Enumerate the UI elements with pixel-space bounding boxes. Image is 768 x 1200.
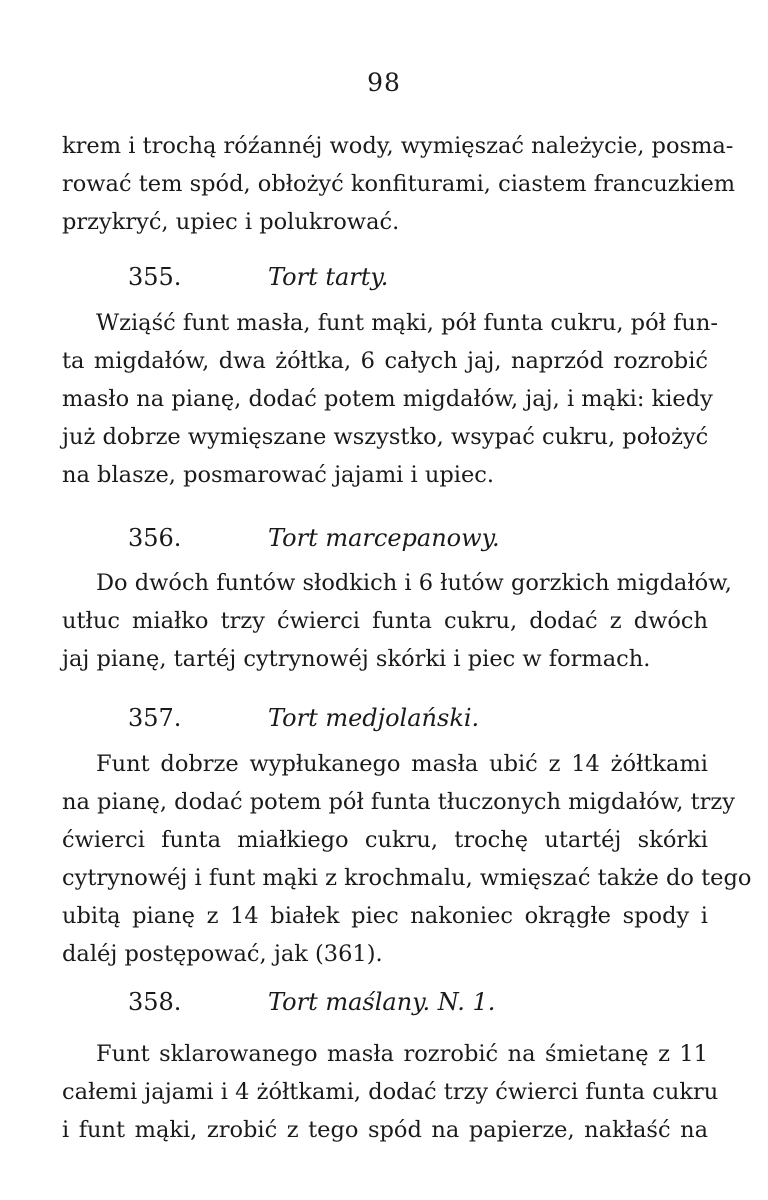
text-line: jaj pianę, tartéj cytrynowéj skórki i piec w formach. [62, 646, 651, 672]
section-title: Tort tarty. [268, 263, 389, 291]
section-number: 357. [128, 704, 182, 732]
text-line: rować tem spód, obłożyć konfiturami, ciastem francuzkiem [62, 171, 736, 197]
text-line: przykryć, upiec i polukrować. [62, 209, 400, 235]
section-number: 356. [128, 524, 182, 552]
page-number: 98 [367, 68, 401, 97]
section-heading [128, 523, 500, 553]
section-heading [128, 703, 479, 733]
section-heading [128, 262, 388, 292]
text-line: masło na pianę, dodać potem migdałów, jaj, i mąki: kiedy [62, 386, 713, 412]
section-title: Tort maślany. N. 1. [268, 988, 496, 1016]
section-title: Tort marcepanowy. [268, 524, 500, 552]
text-line: całemi jajami i 4 żółtkami, dodać trzy ćwierci funta cukru [62, 1079, 719, 1105]
text-line: na pianę, dodać potem pół funta tłuczonych migdałów, trzy [62, 789, 735, 815]
text-line: Funt sklarowanego masła rozrobić na śmietanę z 11 [96, 1041, 708, 1067]
text-line: Do dwóch funtów słodkich i 6 łutów gorzkich migdałów, [96, 570, 732, 596]
text-line: cytrynowéj i funt mąki z krochmalu, wmięszać także do tego [62, 865, 752, 891]
text-line: i funt mąki, zrobić z tego spód na papierze, nakłaść na [62, 1117, 708, 1143]
text-line: Wziąść funt masła, funt mąki, pół funta cukru, pół fun- [96, 310, 718, 336]
text-line: ubitą pianę z 14 białek piec nakoniec okrągłe spody i [62, 903, 708, 929]
text-line: daléj postępować, jak (361). [62, 941, 383, 967]
text-line: ćwierci funta miałkiego cukru, trochę utartéj skórki [62, 827, 708, 853]
section-title: Tort medjolański. [268, 704, 480, 732]
text-line: krem i trochą róźannéj wody, wymięszać należycie, posma- [62, 133, 734, 159]
section-number: 358. [128, 988, 182, 1016]
text-line: ta migdałów, dwa żółtka, 6 całych jaj, naprzód rozrobić [62, 348, 708, 374]
section-number: 355. [128, 263, 182, 291]
section-heading [128, 987, 495, 1017]
text-line: już dobrze wymięszane wszystko, wsypać cukru, położyć [62, 424, 709, 450]
text-line: Funt dobrze wypłukanego masła ubić z 14 żółtkami [96, 751, 708, 777]
text-line: na blasze, posmarować jajami i upiec. [62, 462, 495, 488]
text-line: utłuc miałko trzy ćwierci funta cukru, dodać z dwóch [62, 608, 708, 634]
